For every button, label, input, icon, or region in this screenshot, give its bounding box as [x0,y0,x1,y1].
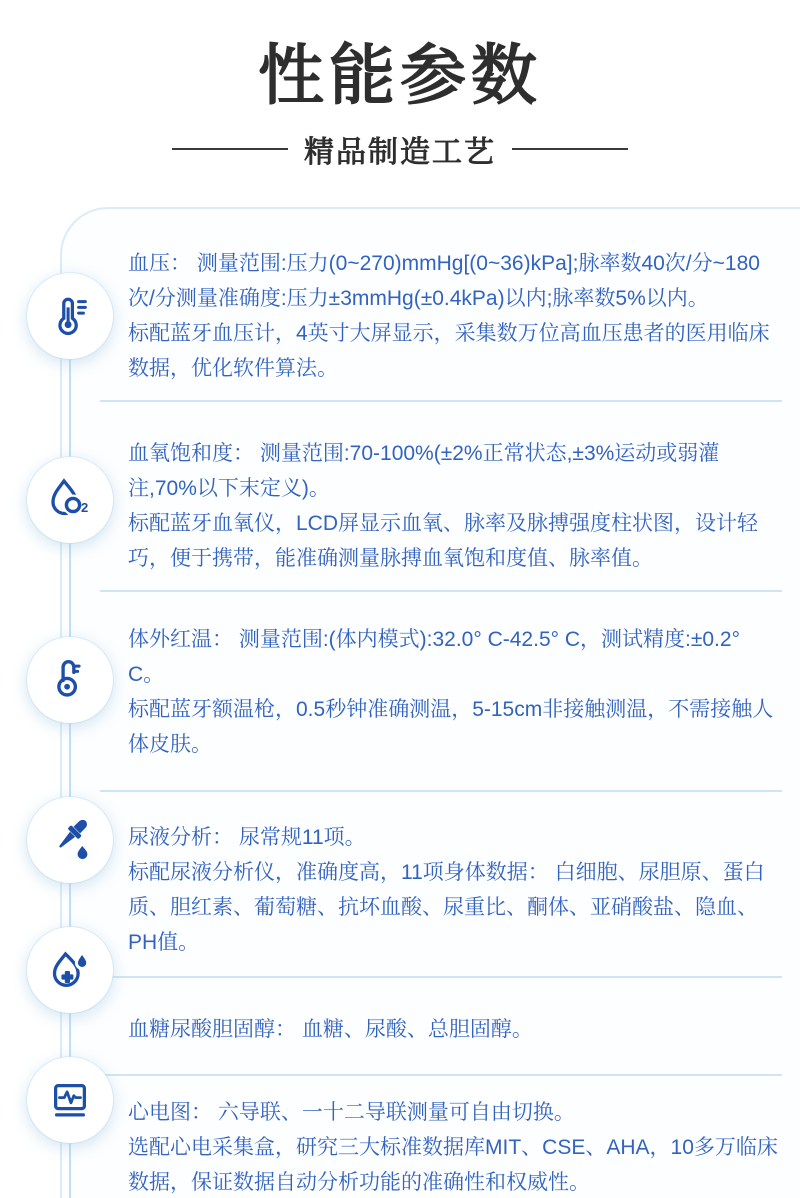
ecg-node [27,1057,113,1143]
thermometer-icon [47,657,93,703]
section-glucose-uric-cholesterol [128,978,780,1076]
desc-text: 标配蓝牙额温枪，0.5秒钟准确测温，5-15cm非接触测温，不需接触人体皮肤。 [128,698,774,756]
subtitle-rule-left [172,148,288,150]
desc-text: 标配蓝牙血压计，4英寸大屏显示，采集数万位高血压患者的医用临床数据，优化软件算法。 [128,322,770,380]
page-subtitle: 精品制造工艺 [304,135,496,169]
section-urine-analysis [128,792,780,978]
desc-text: 选配心电采集盒，研究三大标准数据库MIT、CSE、AHA，10多万临床数据，保证数据自动分析功能的准确性和权威性。 [128,1136,778,1194]
glucose-node [27,927,113,1013]
spec-text: 尿液分析： 尿常规11项。 [128,826,366,849]
spec-text: 心电图： 六导联、一十二导联测量可自由切换。 [128,1101,575,1124]
blood-pressure-thermometer-icon [47,293,93,339]
section-blood-oxygen [128,402,780,592]
page-title: 性能参数 [258,38,542,112]
glucose-drop-icon [46,946,94,994]
urine-analysis-node [27,797,113,883]
blood-pressure-node [27,273,113,359]
section-blood-pressure [128,209,780,402]
desc-text: 标配蓝牙血氧仪，LCD屏显示血氧、脉率及脉搏强度柱状图，设计轻巧，便于携带，能准确测量脉搏血氧饱和度值、脉率值。 [128,512,759,570]
spo2-drop-icon [46,476,94,524]
spec-text: 血氧饱和度： 测量范围:70-100%(±2%正常状态,±3%运动或弱灌注,70%以下末定义)。 [128,442,720,500]
section-ecg [128,1076,780,1198]
dropper-icon [46,816,94,864]
spec-card-content [62,209,800,1198]
blood-oxygen-node [27,457,113,543]
header [0,0,800,171]
svg-text:2: 2 [81,500,89,515]
subtitle-row [0,127,800,171]
spec-text: 血压： 测量范围:压力(0~270)mmHg[(0~36)kPa];脉率数40次/分~180次/分测量准确度:压力±3mmHg(±0.4kPa)以内;脉率数5%以内。 [128,252,760,310]
temperature-node [27,637,113,723]
spec-text: 体外红温： 测量范围:(体内模式):32.0° C-42.5° C，测试精度:±0.2° C。 [128,628,740,686]
subtitle-rule-right [512,148,628,150]
section-infrared-temperature [128,592,780,792]
spec-card [60,207,800,1198]
spec-text: 血糖尿酸胆固醇： 血糖、尿酸、总胆固醇。 [128,1018,533,1041]
desc-text: 标配尿液分析仪，准确度高，11项身体数据： 白细胞、尿胆原、蛋白质、胆红素、葡萄糖、抗坏血酸、尿重比、酮体、亚硝酸盐、隐血、PH值。 [128,861,765,954]
ecg-monitor-icon [47,1077,93,1123]
